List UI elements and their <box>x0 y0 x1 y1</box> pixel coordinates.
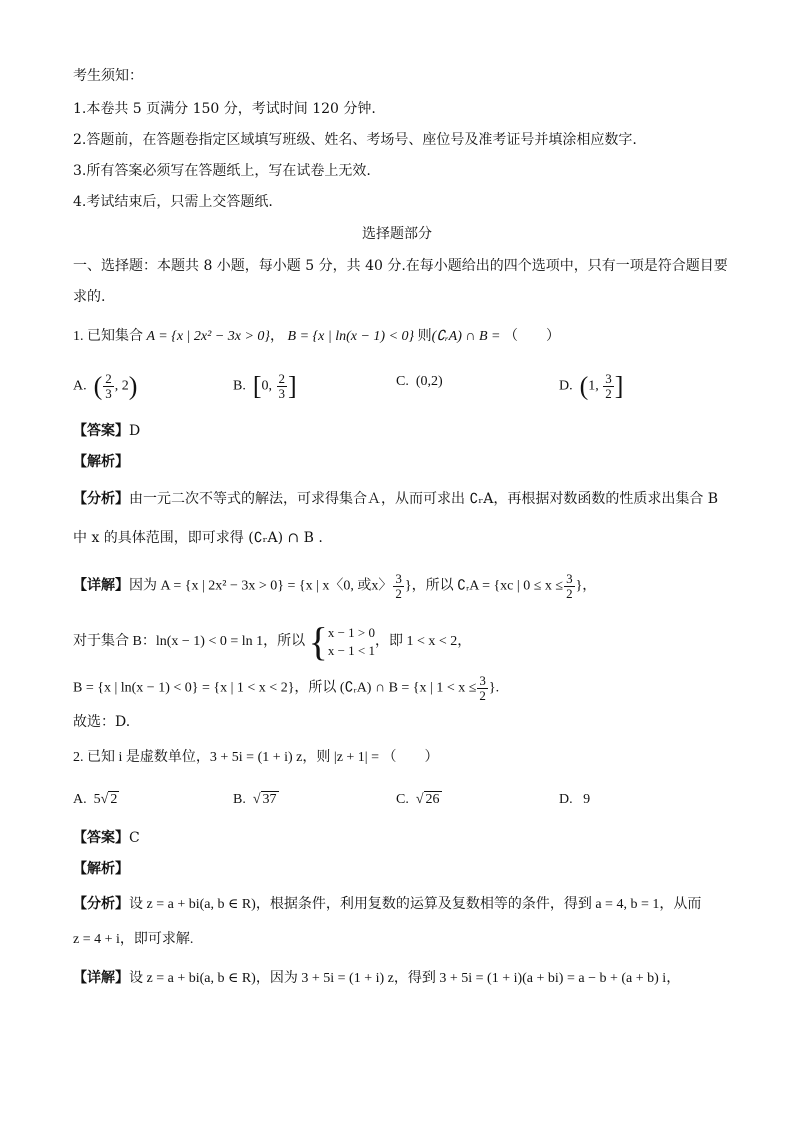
q1-answer <box>73 421 140 441</box>
q2-option-d: D. 9 <box>559 792 591 807</box>
notice-item-4: 4.考试结束后，只需上交答题纸. <box>73 194 273 210</box>
q2-fenxi-line-1: 【分析】设 z = a + bi(a, b ∈ R)，根据条件，利用复数的运算及复数相等的条件，得到 a = 4, b = 1，从而 <box>73 896 702 912</box>
notice-item-1: 1.本卷共 5 页满分 150 分，考试时间 120 分钟. <box>73 101 376 117</box>
q1-fenxi-line-2: 中 x 的具体范围，即可求得 (∁ᵣA) ∩ B . <box>73 530 323 546</box>
q1-xiangjie-line-2: 对于集合 B：ln(x − 1) < 0 = ln 1，所以 { x − 1 > 0 x − 1 < 1 ，即 1 < x < 2， <box>73 619 472 664</box>
q1-paren: （ ） <box>503 329 560 344</box>
q1-expr: (∁ᵣA) ∩ B = <box>431 329 501 344</box>
q2-stem: 2. 已知 i 是虚数单位，3 + 5i = (1 + i) z，则 |z + 1| = （ ） <box>73 750 439 765</box>
q1-xiangjie-line-3: B = {x | ln(x − 1) < 0} = {x | 1 < x < 2}，所以 (∁ᵣA) ∩ B = {x | 1 < x ≤ $\frac{3}{2}$ }. <box>73 673 500 703</box>
q1-choose: 故选：D. <box>73 714 131 730</box>
q1-xiangjie-line-1: 【详解】因为 A = {x | 2x² − 3x > 0} = {x | x〈0, 或x〉 $\frac{3}{2}$ }，所以 ∁ᵣA = {xc | 0 ≤ x ≤ $\frac{3}{2}$ }， <box>73 571 597 601</box>
q2-answer: 【答案】C <box>73 830 140 846</box>
section-intro-line-1: 一、选择题：本题共 8 小题，每小题 5 分，共 40 分.在每小题给出的四个选项中，只有一项是符合题目要 <box>73 258 728 274</box>
notice-item-2: 2.答题前，在答题卷指定区域填写班级、姓名、考场号、座位号及准考证号并填涂相应数字. <box>73 132 637 148</box>
q1-analysis-tag: 【解析】 <box>73 454 129 470</box>
q1-option-b: B. [0, $\frac{2}{3}$ ] <box>233 371 297 401</box>
q2-option-b: B. √ 37 <box>233 792 277 807</box>
notice-item-3: 3.所有答案必须写在答题纸上，写在试卷上无效. <box>73 163 371 179</box>
q2-option-a: A. 5√ 2 <box>73 792 118 807</box>
q1-set-b: B = {x | ln(x − 1) < 0} <box>287 329 415 344</box>
q2-xiangjie-line-1: 【详解】设 z = a + bi(a, b ∈ R)，因为 3 + 5i = (1 + i) z，得到 3 + 5i = (1 + i)(a + bi) = a − b + (a + b) i， <box>73 970 681 986</box>
q1-set-a: A = {x | 2x² − 3x > 0} <box>146 329 271 344</box>
q2-fenxi-line-2: z = 4 + i，即可求解. <box>73 932 194 947</box>
q1-sep: ， <box>270 329 285 344</box>
section-intro-line-2: 求的. <box>73 289 106 305</box>
q1-prefix: 1. 已知集合 <box>73 329 143 344</box>
q1-fenxi-line-1: 【分析】由一元二次不等式的解法，可求得集合Ａ，从而可求出 ∁ᵣA，再根据对数函数的性质求出集合 B <box>73 491 719 507</box>
equation-system: { x − 1 > 0 x − 1 < 1 <box>308 619 376 664</box>
q1-option-a: A. ( $\frac{2}{3}$ , 2) <box>73 371 138 401</box>
q1-answer-value: D <box>129 423 141 439</box>
q2-analysis-tag: 【解析】 <box>73 861 129 877</box>
answer-tag: 【答案】 <box>73 423 129 439</box>
notice-title: 考生须知： <box>73 68 143 84</box>
q2-option-c: C. √ 26 <box>396 792 440 807</box>
q1-stem <box>73 327 560 347</box>
q1-option-d: D. (1, $\frac{3}{2}$ ] <box>559 371 624 401</box>
q1-then: 则 <box>417 329 432 344</box>
section-title: 选择题部分 <box>362 226 432 242</box>
q1-option-c: C. (0,2) <box>396 374 443 389</box>
